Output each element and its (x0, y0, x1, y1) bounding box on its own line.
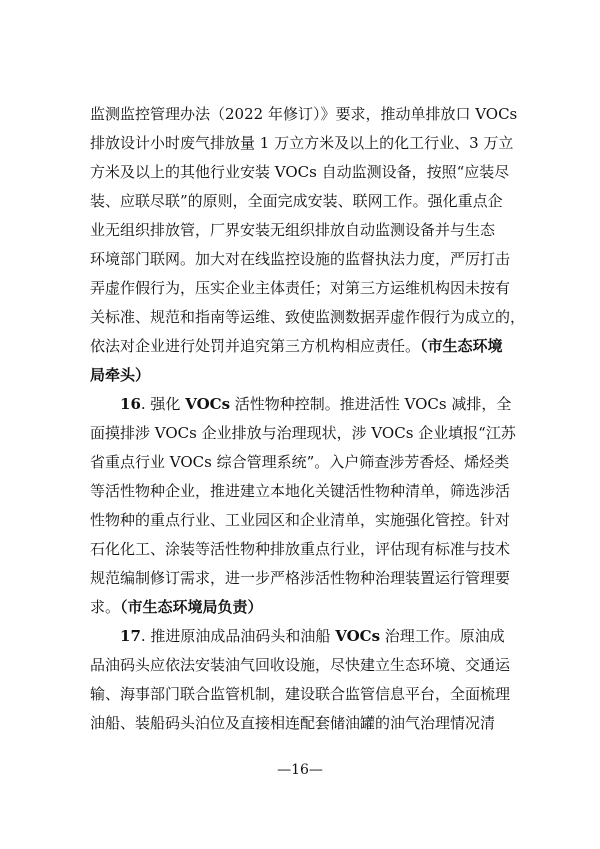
paragraph-monitoring (90, 100, 540, 390)
item-number: 17 (120, 627, 141, 645)
text-line: 装、应联尽联”的原则，全面完成安装、联网工作。强化重点企 (90, 192, 503, 210)
text-line: 排放设计小时废气排放量 1 万立方米及以上的化工行业、3 万立 (90, 134, 514, 152)
text-line (90, 390, 540, 419)
text-line: 等活性物种企业，推进建立本地化关键活性物种清单，筛选涉活 (90, 482, 511, 500)
responsible-party: （市生态环境局负责） (120, 598, 263, 616)
heading-bold: VOCs (335, 627, 381, 645)
document-body (90, 100, 540, 738)
paragraph-16 (90, 390, 540, 622)
item-number: 16 (120, 395, 141, 413)
text-line: 面摸排涉 VOCs 企业排放与治理现状，涉 VOCs 企业填报“江苏 (90, 424, 516, 442)
text-line: 业无组织排放管，厂界安装无组织排放自动监测设备并与生态 (90, 221, 496, 239)
text-line (90, 622, 540, 651)
heading-text: . 推进原油成品油码头和油船 (140, 627, 336, 645)
text-line (90, 361, 540, 390)
text-segment: 治理工作。原油成 (380, 627, 505, 645)
text-line: 油船、装船码头泊位及直接相连配套储油罐的油气治理情况清 (90, 714, 496, 732)
text-line: 关标准、规范和指南等运维、致使监测数据弄虚作假行为成立的， (90, 308, 526, 326)
responsible-party: 局牵头） (90, 366, 151, 384)
text-line: 监测监控管理办法（2022 年修订）》要求，推动单排放口 VOCs (90, 105, 518, 123)
text-line: 弄虚作假行为，压实企业主体责任；对第三方运维机构因未按有 (90, 279, 511, 297)
text-line: 省重点行业 VOCs 综合管理系统”。入户筛查涉芳香烃、烯烃类 (90, 453, 510, 471)
text-line: 性物种的重点行业、工业园区和企业清单，实施强化管控。针对 (90, 511, 511, 529)
text-line: 环境部门联网。加大对在线监控设施的监督执法力度，严厉打击 (90, 250, 511, 268)
text-line: 规范编制修订需求，进一步严格涉活性物种治理装置运行管理要 (90, 569, 511, 587)
text-line: 品油码头应依法安装油气回收设施，尽快建立生态环境、交通运 (90, 656, 511, 674)
text-line: 方米及以上的其他行业安装 VOCs 自动监测设备，按照“应装尽 (90, 163, 510, 181)
text-segment: 依法对企业进行处罚并追究第三方机构相应责任。 (90, 337, 421, 355)
text-line (90, 332, 540, 361)
paragraph-17 (90, 622, 540, 738)
heading-text: . 强化 (140, 395, 186, 413)
text-line (90, 593, 540, 622)
text-line: 石化化工、涂装等活性物种排放重点行业，评估现有标准与技术 (90, 540, 511, 558)
text-line: 输、海事部门联合监管机制，建设联合监管信息平台，全面梳理 (90, 685, 511, 703)
responsible-party: （市生态环境 (420, 337, 503, 355)
page-number: —16— (277, 762, 323, 778)
heading-bold: VOCs (185, 395, 231, 413)
text-segment: 活性物种控制。推进活性 VOCs 减排，全 (230, 395, 512, 413)
text-segment: 求。 (90, 598, 121, 616)
